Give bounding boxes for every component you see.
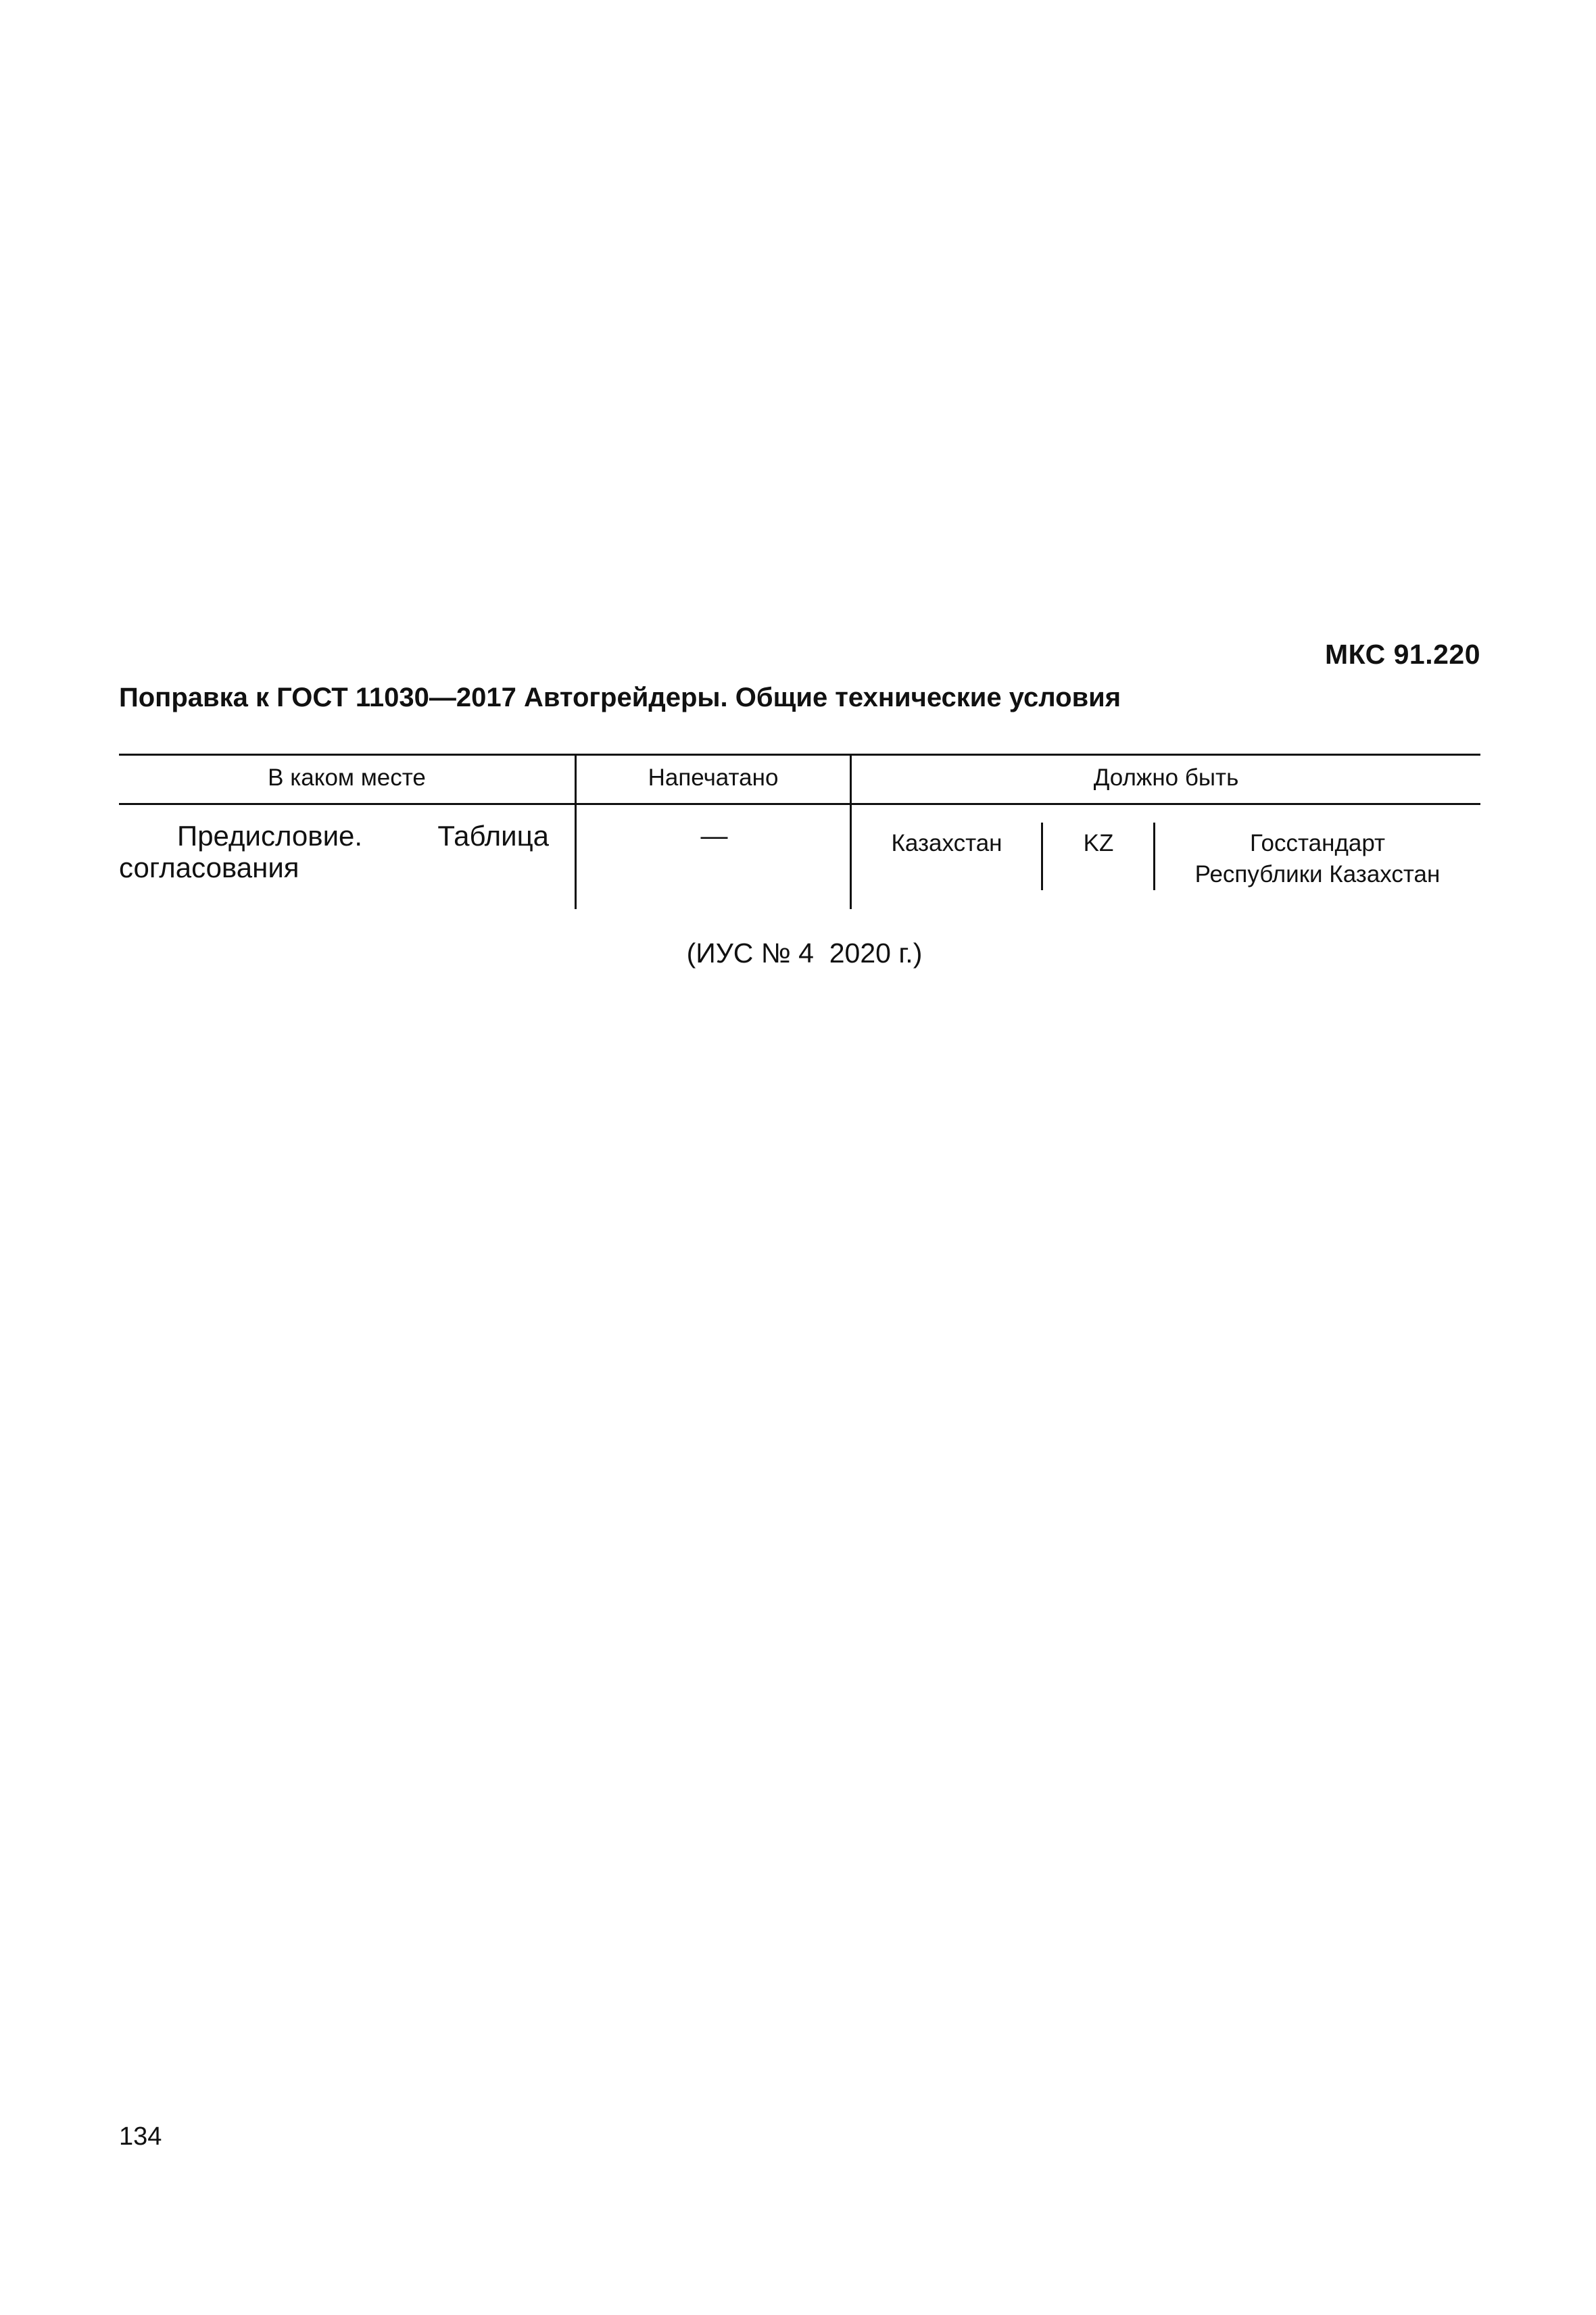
row-place: Предисловие. Таблица согласования [119,820,549,883]
row-organization [1155,828,1480,890]
corrections-table [119,754,1480,909]
row-country-code: KZ [1083,830,1114,856]
row-country: Казахстан [891,830,1002,856]
organization-line: Госстандарт [1249,830,1386,856]
source-reference: (ИУС № 4 2020 г.) [686,937,923,969]
header-should-be: Должно быть [1093,764,1239,791]
table-header-rule [119,803,1480,805]
header-place: В каком месте [268,764,426,791]
classification-code: МКС 91.220 [1324,639,1480,670]
document-title: Поправка к ГОСТ 11030—2017 Автогрейдеры. Общие технические условия [119,683,1121,712]
table-top-rule [119,754,1480,756]
organization-line: Республики Казахстан [1194,861,1441,887]
page-number: 134 [119,2122,162,2151]
row-printed: — [700,821,728,851]
header-printed: Напечатано [648,764,779,791]
